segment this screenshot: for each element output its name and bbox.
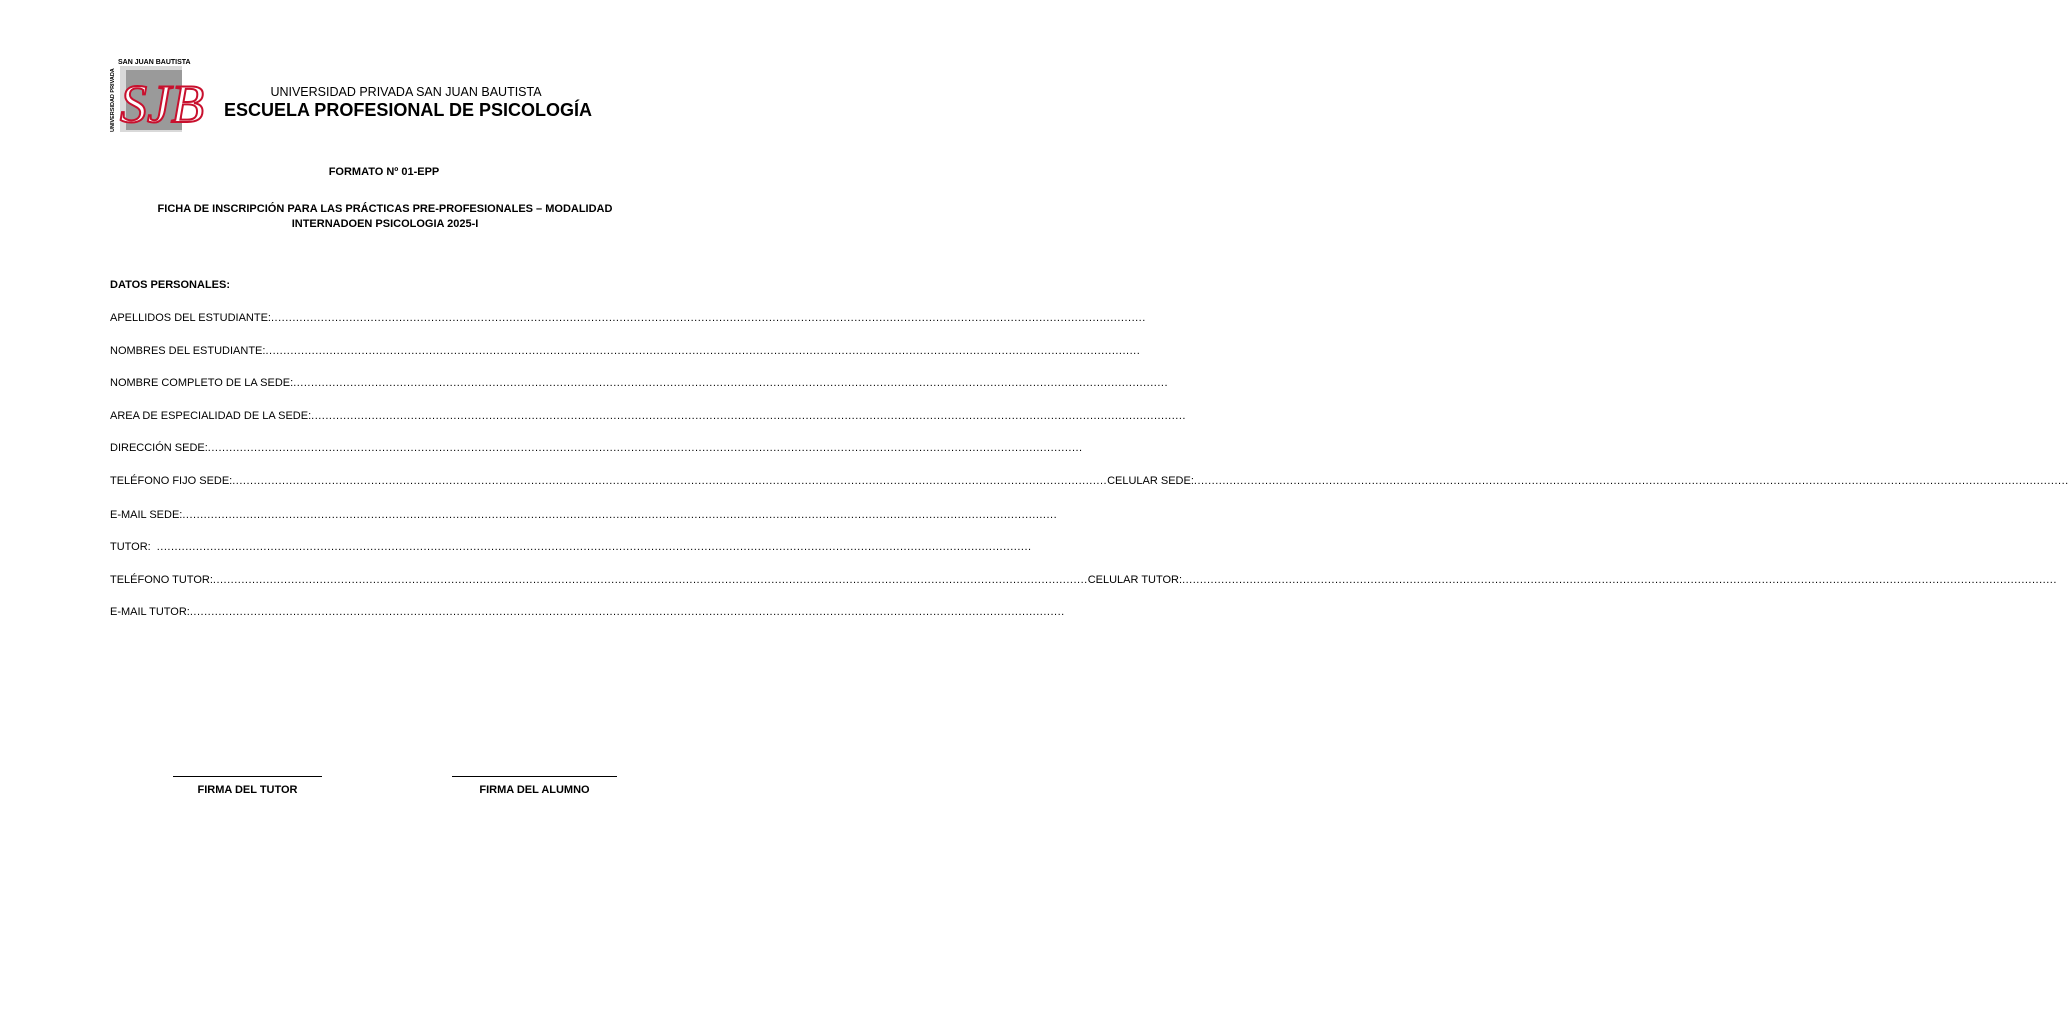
fill-line[interactable] <box>208 442 1083 454</box>
field-label: NOMBRES DEL ESTUDIANTE: <box>110 345 266 357</box>
field-label: NOMBRE COMPLETO DE LA SEDE: <box>110 377 294 389</box>
field-label: TUTOR: <box>110 541 151 553</box>
student-signature-line[interactable] <box>452 776 617 777</box>
field-sede[interactable] <box>110 377 658 393</box>
field-label: E-MAIL TUTOR: <box>110 606 190 618</box>
student-signature-label: FIRMA DEL ALUMNO <box>479 784 590 796</box>
field-tutor[interactable] <box>110 541 658 557</box>
format-code: FORMATO Nº 01-EPP <box>328 166 440 178</box>
fill-line[interactable] <box>157 541 1032 553</box>
tutor-signature-label: FIRMA DEL TUTOR <box>197 784 298 796</box>
field-label: CELULAR SEDE: <box>1107 475 1194 487</box>
field-label: TELÉFONO TUTOR: <box>110 574 213 586</box>
fill-line[interactable] <box>271 312 1146 324</box>
field-apellidos[interactable] <box>110 312 658 328</box>
field-telefono-sede[interactable] <box>110 475 1194 491</box>
field-direccion[interactable] <box>110 442 658 458</box>
field-email-sede[interactable] <box>110 509 658 525</box>
fill-line[interactable] <box>1182 574 2057 586</box>
field-label: APELLIDOS DEL ESTUDIANTE: <box>110 312 271 324</box>
form-title <box>120 202 650 232</box>
fill-line[interactable] <box>311 410 1186 422</box>
field-label: E-MAIL SEDE: <box>110 509 183 521</box>
university-name: UNIVERSIDAD PRIVADA SAN JUAN BAUTISTA <box>270 85 542 99</box>
fill-line[interactable] <box>232 475 1107 487</box>
field-area[interactable] <box>110 410 658 426</box>
fill-line[interactable] <box>1194 475 2069 487</box>
school-name: ESCUELA PROFESIONAL DE PSICOLOGÍA <box>223 100 593 120</box>
field-email-tutor[interactable] <box>110 606 658 622</box>
form-title-line1: FICHA DE INSCRIPCIÓN PARA LAS PRÁCTICAS PRE-PROFESIONALES – MODALIDAD <box>157 203 613 215</box>
fill-line[interactable] <box>190 606 1065 618</box>
field-label: CELULAR TUTOR: <box>1087 574 1183 586</box>
fill-line[interactable] <box>182 509 1057 521</box>
field-telefono-tutor[interactable] <box>110 574 1183 590</box>
fill-line[interactable] <box>213 574 1088 586</box>
logo-monogram: SJB <box>120 74 204 134</box>
logo-side-text: UNIVERSIDAD PRIVADA <box>110 68 116 132</box>
tutor-signature-line[interactable] <box>173 776 322 777</box>
form-title-line2: INTERNADOEN PSICOLOGIA 2025-I <box>291 218 479 230</box>
logo-top-text: SAN JUAN BAUTISTA <box>118 59 191 66</box>
field-label: AREA DE ESPECIALIDAD DE LA SEDE: <box>110 410 312 422</box>
fill-line[interactable] <box>293 377 1168 389</box>
field-label: TELÉFONO FIJO SEDE: <box>110 475 233 487</box>
field-nombres[interactable] <box>110 345 658 361</box>
fill-line[interactable] <box>265 345 1140 357</box>
field-label: DIRECCIÓN SEDE: <box>110 442 208 454</box>
section-title: DATOS PERSONALES: <box>110 279 230 291</box>
